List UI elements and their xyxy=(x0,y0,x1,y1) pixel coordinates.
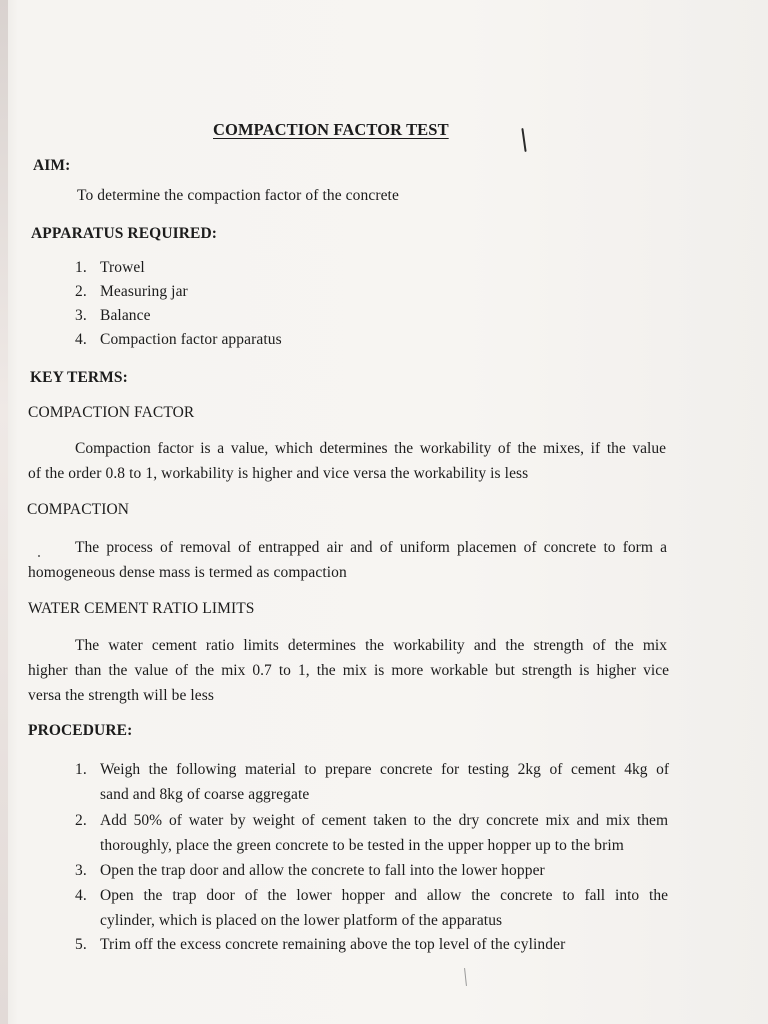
pen-mark xyxy=(521,128,526,152)
water-cement-heading: WATER CEMENT RATIO LIMITS xyxy=(28,600,255,617)
paragraph-text: The water cement ratio limits determines the workability and the strength of the mix xyxy=(75,637,667,654)
compaction-factor-line-2: of the order 0.8 to 1, workability is higher and vice versa the workability is less xyxy=(28,465,529,482)
compaction-factor-heading: COMPACTION FACTOR xyxy=(28,404,195,421)
ink-speck xyxy=(38,555,40,557)
apparatus-item-measuring-jar: Measuring jar xyxy=(100,283,188,300)
procedure-step-2-line-2: thoroughly, place the green concrete to be tested in the upper hopper up to the brim xyxy=(100,837,624,854)
apparatus-item-num: 1. xyxy=(75,259,87,276)
procedure-step-num: 3. xyxy=(75,862,87,879)
procedure-step-num: 4. xyxy=(75,887,87,904)
water-cement-line-1 xyxy=(75,638,667,654)
key-terms-heading: KEY TERMS: xyxy=(30,369,128,386)
paragraph-text: Add 50% of water by weight of cement taken to the dry concrete mix and mix them xyxy=(100,812,668,829)
procedure-heading: PROCEDURE: xyxy=(28,722,133,739)
procedure-step-num: 5. xyxy=(75,936,87,953)
apparatus-item-compaction-apparatus: Compaction factor apparatus xyxy=(100,331,282,348)
page-title: COMPACTION FACTOR TEST xyxy=(213,120,449,139)
apparatus-item-num: 3. xyxy=(75,307,87,324)
procedure-step-num: 2. xyxy=(75,812,87,829)
water-cement-line-3: versa the strength will be less xyxy=(28,687,215,704)
compaction-heading: COMPACTION xyxy=(27,501,130,518)
apparatus-item-num: 4. xyxy=(75,331,87,348)
procedure-step-1-line-1 xyxy=(100,762,669,778)
paragraph-text: higher than the value of the mix 0.7 to 1, the mix is more workable but strength is higher vice xyxy=(28,662,669,679)
aim-heading: AIM: xyxy=(33,157,71,174)
apparatus-item-num: 2. xyxy=(75,283,87,300)
apparatus-heading: APPARATUS REQUIRED: xyxy=(31,225,218,242)
pen-mark xyxy=(464,968,467,986)
procedure-step-4-line-1 xyxy=(100,888,668,904)
apparatus-item-trowel: Trowel xyxy=(100,259,145,276)
procedure-step-3-line-1: Open the trap door and allow the concrete to fall into the lower hopper xyxy=(100,862,545,879)
paragraph-text: Compaction factor is a value, which determines the workability of the mixes, if the value xyxy=(75,440,666,457)
procedure-step-2-line-1 xyxy=(100,813,668,829)
procedure-step-1-line-2: sand and 8kg of coarse aggregate xyxy=(100,786,310,803)
procedure-step-5-line-1: Trim off the excess concrete remaining above the top level of the cylinder xyxy=(100,936,566,953)
page-edge-shadow xyxy=(0,0,8,1024)
procedure-step-4-line-2: cylinder, which is placed on the lower platform of the apparatus xyxy=(100,912,503,929)
compaction-line-1 xyxy=(75,540,667,556)
procedure-step-num: 1. xyxy=(75,761,87,778)
paragraph-text: Weigh the following material to prepare concrete for testing 2kg of cement 4kg of xyxy=(100,761,669,778)
compaction-line-2: homogeneous dense mass is termed as compaction xyxy=(28,564,347,581)
compaction-factor-line-1 xyxy=(75,441,666,457)
paragraph-text: Open the trap door of the lower hopper and allow the concrete to fall into the xyxy=(100,887,668,904)
water-cement-line-2 xyxy=(28,663,669,679)
paragraph-text: The process of removal of entrapped air and of uniform placemen of concrete to form a xyxy=(75,539,667,556)
apparatus-item-balance: Balance xyxy=(100,307,151,324)
aim-text: To determine the compaction factor of the concrete xyxy=(77,187,399,204)
